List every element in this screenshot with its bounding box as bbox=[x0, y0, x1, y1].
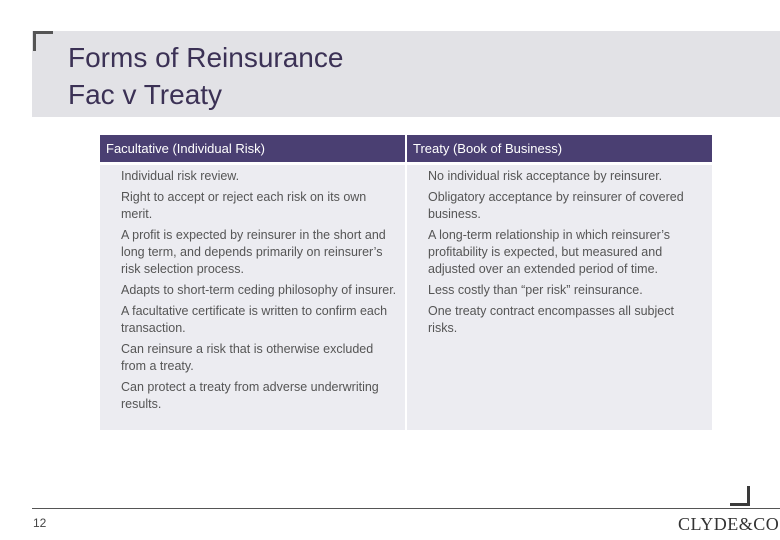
treaty-bullet-list bbox=[413, 168, 706, 337]
list-item bbox=[413, 227, 706, 278]
list-item-text: Adapts to short-term ceding philosophy of insurer. bbox=[121, 283, 397, 297]
list-item bbox=[106, 379, 399, 413]
column-body-treaty bbox=[407, 165, 712, 430]
list-item bbox=[106, 227, 399, 278]
list-item-text: Can reinsure a risk that is otherwise excluded from a treaty. bbox=[121, 342, 374, 373]
footer-divider bbox=[32, 508, 780, 509]
corner-bracket-top-left bbox=[33, 31, 53, 51]
list-item bbox=[106, 303, 399, 337]
list-item-text: Right to accept or reject each risk on its own merit. bbox=[121, 190, 367, 221]
list-item bbox=[413, 168, 706, 185]
column-header-treaty: Treaty (Book of Business) bbox=[407, 135, 712, 162]
list-item bbox=[106, 341, 399, 375]
slide-subtitle: Fac v Treaty bbox=[68, 79, 223, 110]
slide-title: Forms of Reinsurance bbox=[68, 42, 344, 73]
list-item-text: Individual risk review. bbox=[121, 169, 240, 183]
list-item bbox=[413, 303, 706, 337]
company-logo: CLYDE&CO bbox=[678, 514, 780, 534]
list-item-text: Can protect a treaty from adverse underwriting results. bbox=[121, 380, 379, 411]
list-item bbox=[106, 189, 399, 223]
list-item-text: A facultative certificate is written to confirm each transaction. bbox=[121, 304, 388, 335]
list-item bbox=[413, 282, 706, 299]
list-item bbox=[413, 189, 706, 223]
corner-bracket-bottom-right bbox=[730, 486, 750, 506]
page-number: 12 bbox=[33, 516, 47, 530]
column-header-facultative: Facultative (Individual Risk) bbox=[100, 135, 405, 162]
list-item-text: A profit is expected by reinsurer in the short and long term, and depends primarily on reinsurer’s risk selection process. bbox=[121, 228, 386, 276]
list-item-text: Obligatory acceptance by reinsurer of covered business. bbox=[428, 190, 684, 221]
list-item-text: A long-term relationship in which reinsurer’s profitability is expected, but measured and adjusted over an extended period of time. bbox=[428, 228, 671, 276]
list-item-text: No individual risk acceptance by reinsurer. bbox=[428, 169, 663, 183]
list-item bbox=[106, 168, 399, 185]
list-item-text: One treaty contract encompasses all subject risks. bbox=[428, 304, 674, 335]
list-item-text: Less costly than “per risk” reinsurance. bbox=[428, 283, 643, 297]
facultative-bullet-list bbox=[106, 168, 399, 413]
column-body-facultative bbox=[100, 165, 405, 430]
list-item bbox=[106, 282, 399, 299]
